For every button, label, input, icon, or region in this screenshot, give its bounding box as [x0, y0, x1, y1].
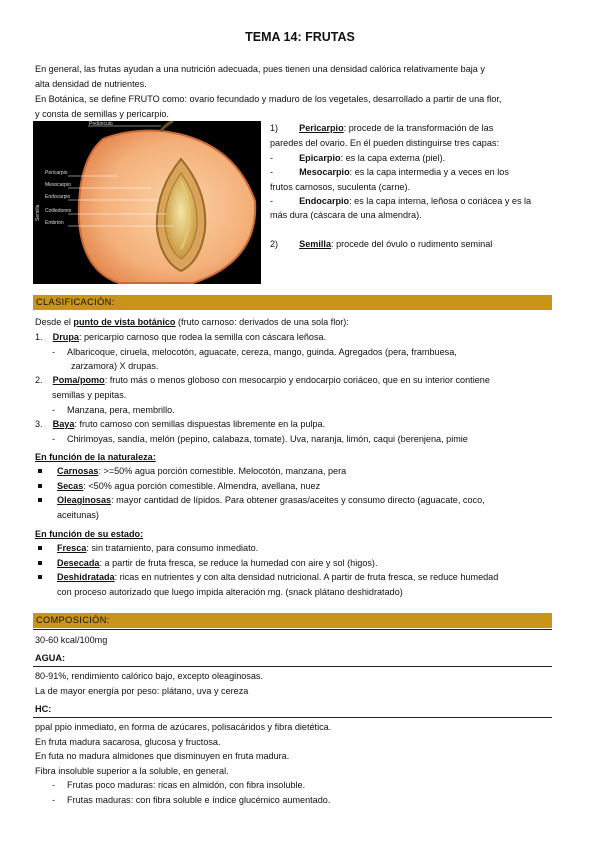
sub-item: - Manzana, pera, membrillo. — [52, 405, 175, 415]
bullet-square — [38, 561, 42, 565]
term-definition: : pericarpio carnoso que rodea la semilla con cáscara leñosa. — [78, 332, 327, 342]
hc-sub-item: - Frutas maduras: con fibra soluble e índice glucémico aumentado. — [52, 795, 331, 805]
fruit-illustration — [33, 121, 261, 284]
term-definition: : es la capa interna, leñosa o coriácea y es la — [349, 196, 532, 206]
term-definition: : fruto más o menos globoso con mesocarpio y endocarpio coriáceo, que en su interior contiene — [104, 375, 490, 385]
term-pericarpio: Pericarpio — [299, 123, 344, 133]
bullet-square — [38, 469, 42, 473]
figure-label: Pedúnculo — [89, 121, 113, 127]
figure-label: Cotiledones — [45, 208, 72, 214]
list-item-poma — [35, 374, 490, 386]
term-definition: : procede del óvulo o rudimento seminal — [331, 239, 493, 249]
hc-line: En futa no madura almidones que disminuyen en fruta madura. — [35, 751, 290, 761]
term-baya: Baya — [52, 419, 75, 429]
item-number: 2) — [270, 239, 279, 249]
bullet-square — [38, 575, 42, 579]
item-number: 1) — [270, 123, 279, 133]
intro-text: Desde el — [35, 317, 74, 327]
bullet-square — [38, 484, 42, 488]
term-definition: : procede de la transformación de las — [343, 123, 494, 133]
list-item-desecada — [57, 557, 377, 569]
term-definition: : fruto camoso con semillas dispuestas libremente en la pulpa. — [74, 419, 326, 429]
figure-label: Pericarpio — [45, 170, 68, 176]
subheader-naturaleza: En función de la naturaleza: — [35, 452, 156, 462]
subheader-estado: En función de su estado: — [35, 529, 144, 539]
structure-epicarpio — [270, 152, 445, 164]
list-item-line: con proceso autorizado que luego impida alteración mg. (snack plátano deshidratado) — [57, 587, 403, 597]
term-endocarpio: Endocarpio — [299, 196, 350, 206]
term-definition: : a partir de fruta fresca, se reduce la humedad con aire y sol (higos). — [99, 558, 378, 568]
dash: - — [270, 153, 274, 163]
page-title: TEMA 14: FRUTAS — [245, 30, 355, 44]
intro-line: En general, las frutas ayudan a una nutrición adecuada, pues tienen una densidad calórica relativamente baja y — [35, 64, 485, 74]
term-desecada: Desecada — [57, 558, 100, 568]
item-number: 2. — [35, 375, 43, 385]
dash: - — [270, 167, 274, 177]
term-definition: : es la capa externa (piel). — [340, 153, 446, 163]
term-drupa: Drupa — [52, 332, 79, 342]
list-item-carnosas — [57, 465, 346, 477]
term-semilla: Semilla — [299, 239, 332, 249]
structure-item-2 — [270, 238, 492, 250]
sub-item-text: Albaricoque, ciruela, melocotón, aguacate, cereza, mango, guinda. Agregados (pera, frambuesa, — [67, 347, 457, 357]
term-definition: : mayor cantidad de lípidos. Para obtener grasas/aceites y consumo directo (aguacate, coco, — [111, 495, 485, 505]
structure-line: frutos carnosos, suculenta (carne). — [270, 182, 411, 192]
section-title: COMPOSICIÓN: — [36, 615, 110, 625]
fruit-cross-section-figure — [33, 121, 261, 284]
section-header-composicion — [33, 613, 552, 628]
term-definition: : es la capa intermedia y a veces en los — [349, 167, 509, 177]
sub-item: - Chirimoyas, sandía, melón (pepino, calabaza, tomate). Uva, naranja, limón, caqui (berenjena, pimie — [52, 434, 468, 444]
list-item-drupa — [35, 331, 326, 343]
sub-item-text: Chirimoyas, sandía, melón (pepino, calabaza, tomate). Uva, naranja, limón, caqui (berenjena, pimie — [67, 434, 468, 444]
intro-line: alta densidad de nutrientes. — [35, 79, 147, 89]
term-epicarpio: Epicarpio — [299, 153, 341, 163]
term-mesocarpio: Mesocarpio — [299, 167, 350, 177]
figure-label: Mesocarpio — [45, 182, 71, 188]
structure-line: más dura (cáscara de una almendra). — [270, 210, 422, 220]
bullet-square — [38, 546, 42, 550]
clasificacion-intro — [35, 316, 349, 328]
term-secas: Secas — [57, 481, 84, 491]
structure-mesocarpio — [270, 166, 509, 178]
sub-item-text: Manzana, pera, membrillo. — [67, 405, 175, 415]
term-definition: : <50% agua porción comestible. Almendra, avellana, nuez — [83, 481, 321, 491]
intro-line: En Botánica, se define FRUTO como: ovario fecundado y maduro de los vegetales, desarrollado a partir de una flor, — [35, 94, 502, 104]
list-item-line: semillas y pepitas. — [52, 390, 127, 400]
intro-text: (fruto carnoso: derivados de una sola flor): — [175, 317, 349, 327]
structure-endocarpio — [270, 195, 531, 207]
section-rule — [33, 629, 552, 630]
section-title: CLASIFICACIÓN: — [36, 297, 115, 307]
term-definition: : >=50% agua porción comestible. Melocotón, manzana, pera — [98, 466, 347, 476]
sub-item-text: Frutas maduras: con fibra soluble e índice glucémico aumentado. — [67, 795, 331, 805]
figure-label: Embrión — [45, 220, 64, 226]
sub-item-line: zarzamora) X drupas. — [71, 361, 159, 371]
list-item-baya — [35, 418, 325, 430]
subheader-agua: AGUA: — [35, 653, 66, 663]
hc-sub-item: - Frutas poco maduras: ricas en almidón, con fibra insoluble. — [52, 780, 306, 790]
section-header-clasificacion — [33, 295, 552, 310]
item-number: 1. — [35, 332, 43, 342]
item-number: 3. — [35, 419, 43, 429]
hc-line: ppal ppio inmediato, en forma de azúcares, polisacáridos y fibra dietética. — [35, 722, 332, 732]
section-rule — [33, 666, 552, 667]
term-carnosas: Carnosas — [57, 466, 99, 476]
list-item-line: aceitunas) — [57, 510, 99, 520]
figure-label: Semilla — [35, 204, 41, 221]
list-item-oleaginosas — [57, 494, 485, 506]
structure-item-1 — [270, 122, 493, 134]
figure-label: Endocarpio — [45, 194, 71, 200]
agua-line: 80-91%, rendimiento calórico bajo, excepto oleaginosas. — [35, 671, 263, 681]
list-item-fresca — [57, 542, 258, 554]
section-rule — [33, 717, 552, 718]
term-deshidratada: Deshidratada — [57, 572, 115, 582]
term-definition: : ricas en nutrientes y con alta densidad nutricional. A partir de fruta fresca, se reduce humedad — [114, 572, 499, 582]
term-oleaginosas: Oleaginosas — [57, 495, 112, 505]
intro-line: y consta de semillas y pericarpio. — [35, 109, 169, 119]
hc-line: Fibra insoluble superior a la soluble, en general. — [35, 766, 229, 776]
kcal-text: 30-60 kcal/100mg — [35, 635, 108, 645]
sub-item-text: Frutas poco maduras: ricas en almidón, con fibra insoluble. — [67, 780, 306, 790]
subheader-hc: HC: — [35, 704, 52, 714]
term-fresca: Fresca — [57, 543, 87, 553]
sub-item: - Albaricoque, ciruela, melocotón, aguacate, cereza, mango, guinda. Agregados (pera, frambuesa, — [52, 347, 457, 357]
list-item-secas — [57, 480, 320, 492]
agua-line: La de mayor energía por peso: plátano, uva y cereza — [35, 686, 249, 696]
dash: - — [270, 196, 274, 206]
list-item-deshidratada — [57, 571, 498, 583]
bullet-square — [38, 498, 42, 502]
term-punto-vista-botanico: punto de vista botánico — [73, 317, 176, 327]
term-poma: Poma/pomo — [52, 375, 105, 385]
term-definition: : sin tratamiento, para consumo inmediato. — [86, 543, 259, 553]
hc-line: En fruta madura sacarosa, glucosa y fructosa. — [35, 737, 221, 747]
structure-line: paredes del ovario. En él pueden distinguirse tres capas: — [270, 138, 499, 148]
